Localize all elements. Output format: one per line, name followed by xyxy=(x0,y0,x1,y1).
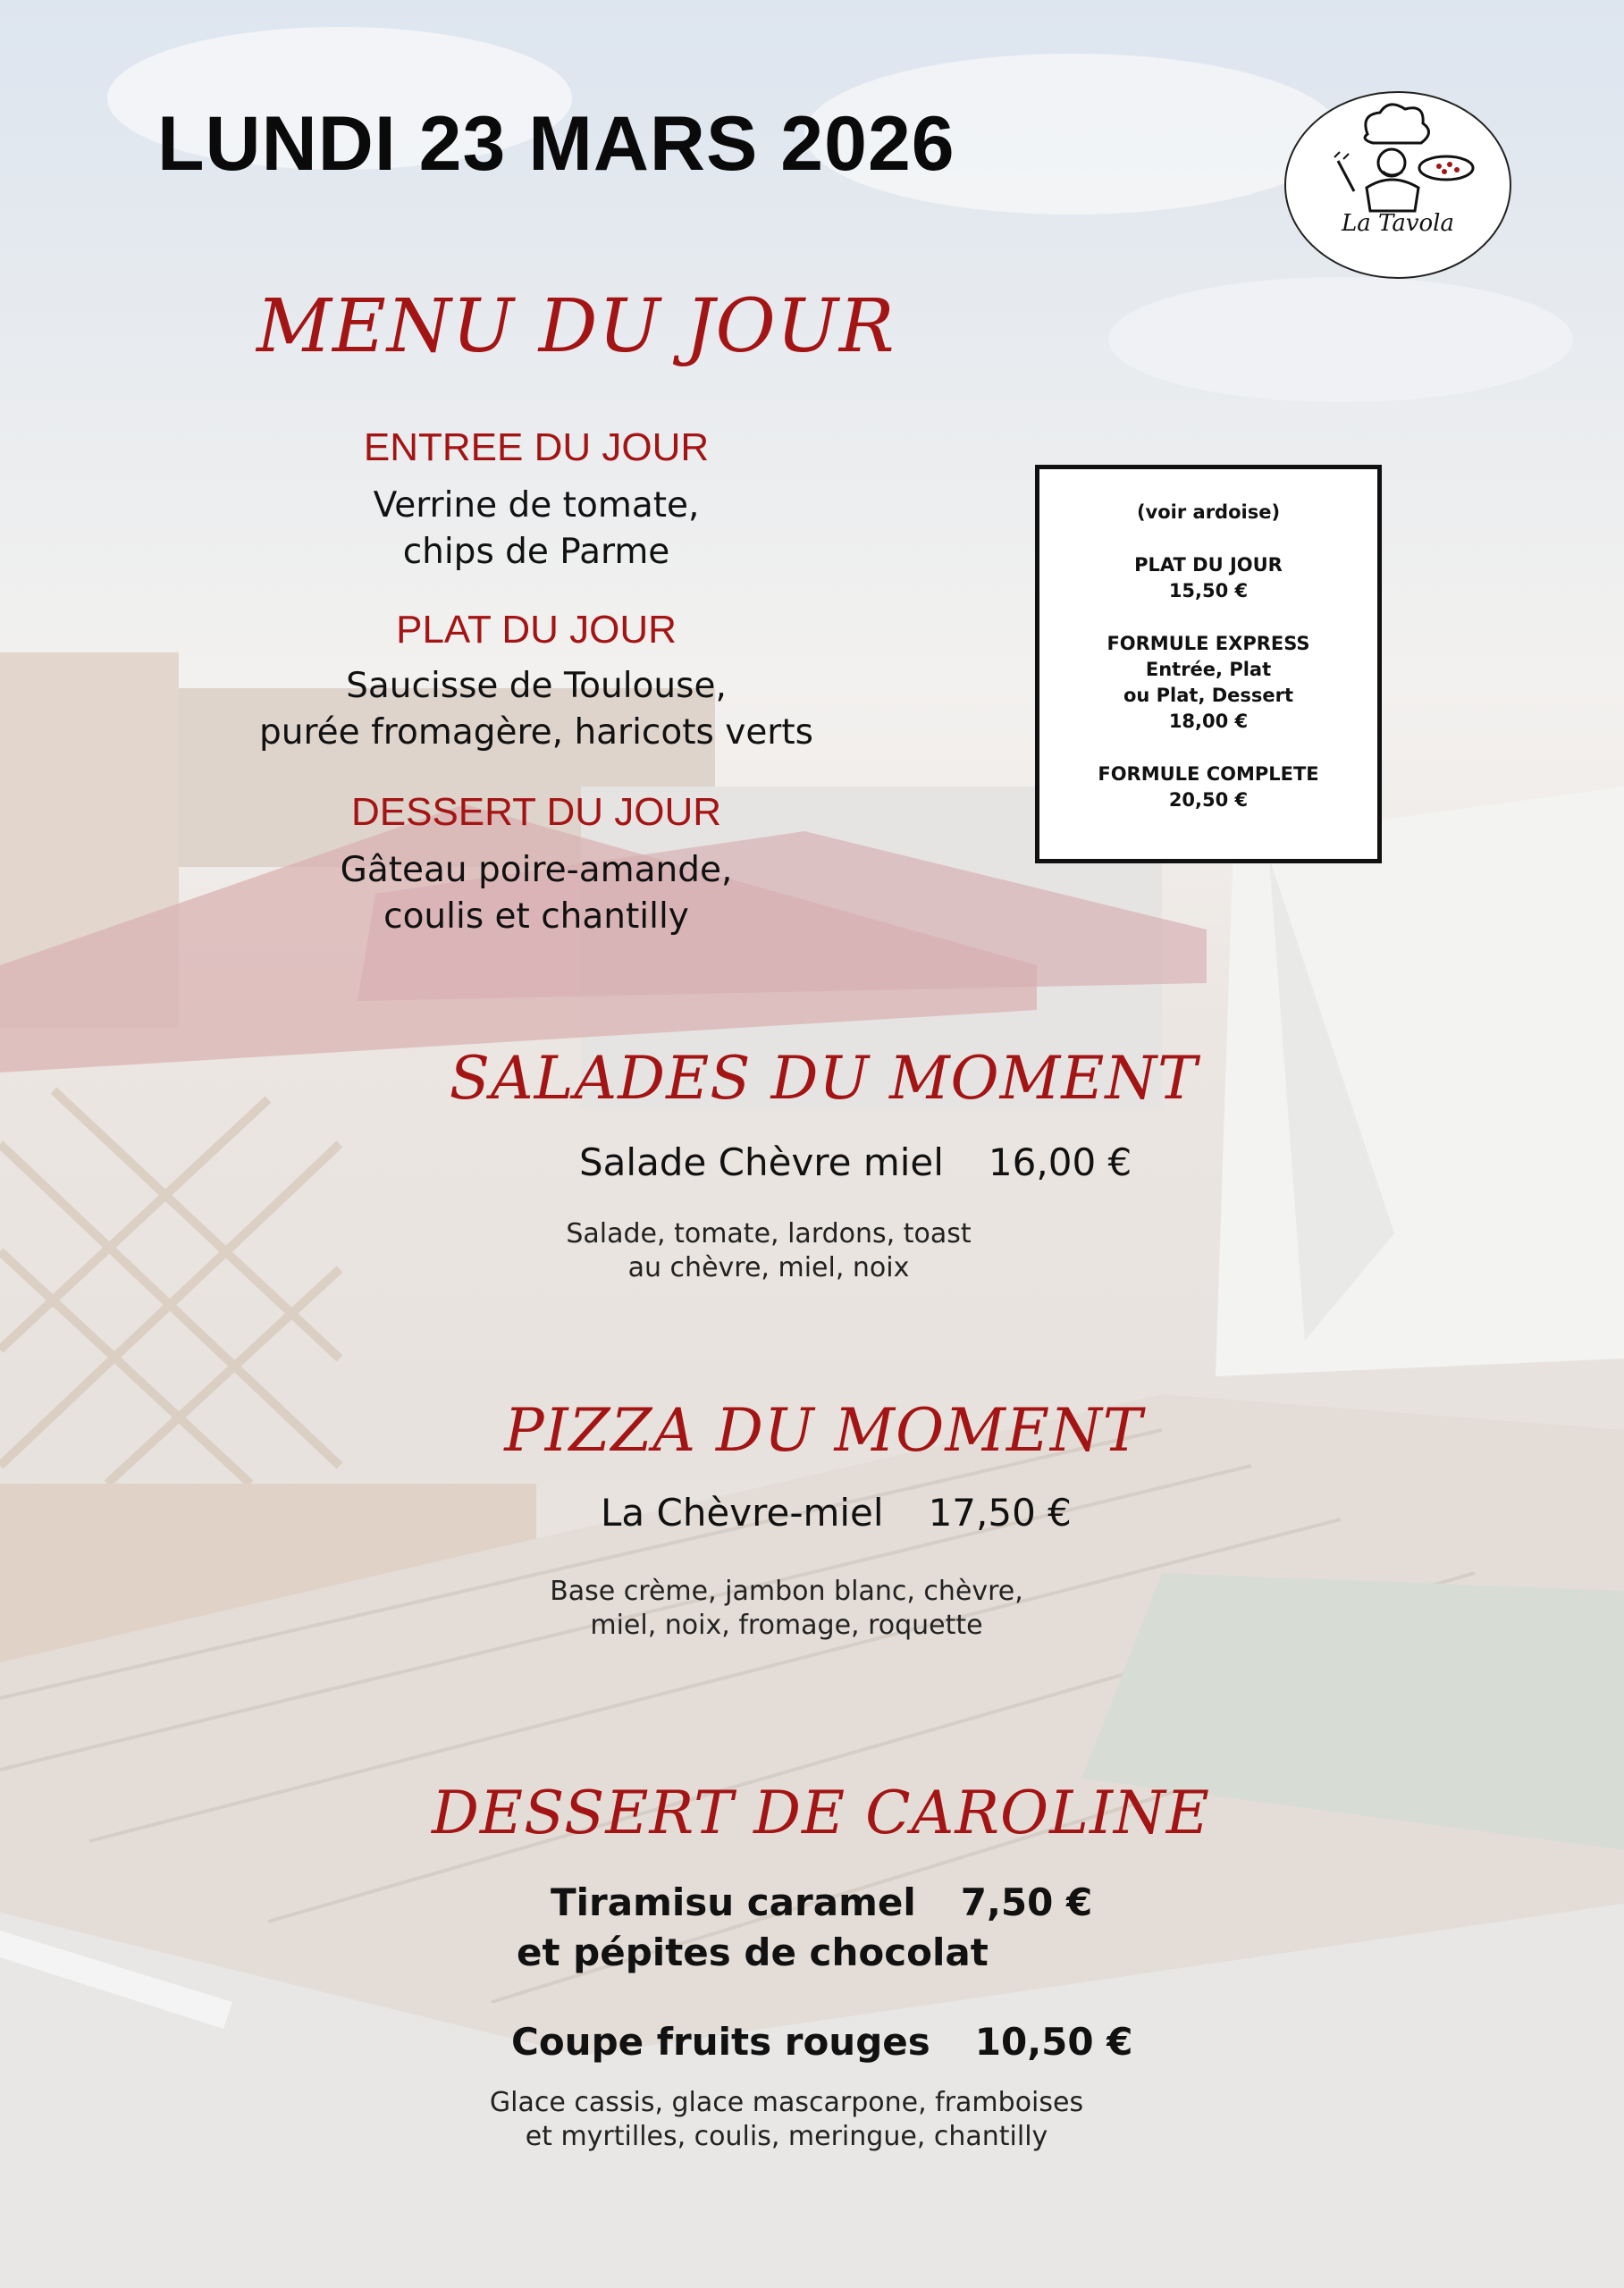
coupe-desc-line-1: Glace cassis, glace mascarpone, framboises xyxy=(489,2087,1084,2118)
coupe-name: Coupe fruits rouges xyxy=(511,2020,930,2064)
salade-name: Salade Chèvre miel xyxy=(579,1140,944,1184)
tiramisu-line-2: et pépites de chocolat xyxy=(517,1930,989,1974)
pizza-item xyxy=(601,1491,1072,1535)
formula-express-price: 18,00 € xyxy=(1168,711,1249,732)
formula-plat-label: PLAT DU JOUR xyxy=(1134,554,1283,576)
formula-express-label: FORMULE EXPRESS xyxy=(1107,633,1310,654)
tiramisu-item xyxy=(551,1880,1092,1924)
menu-du-jour-title: MENU DU JOUR xyxy=(257,284,896,369)
dessert-description xyxy=(0,847,1073,940)
salade-item xyxy=(579,1140,1132,1184)
coupe-description xyxy=(429,2086,1144,2154)
tiramisu-name: Tiramisu caramel xyxy=(551,1880,916,1924)
logo-text: La Tavola xyxy=(1341,210,1455,237)
formula-plat-price: 15,50 € xyxy=(1168,580,1249,601)
formula-complete-label: FORMULE COMPLETE xyxy=(1098,763,1319,785)
plat-description xyxy=(0,663,1073,756)
formula-complete-price: 20,50 € xyxy=(1168,789,1249,811)
plat-heading: PLAT DU JOUR xyxy=(396,608,677,652)
la-tavola-logo xyxy=(1283,89,1513,282)
formula-express-line-1: Entrée, Plat xyxy=(1145,659,1272,680)
page-date-title: LUNDI 23 MARS 2026 xyxy=(157,101,955,187)
entree-line-2: chips de Parme xyxy=(402,532,670,572)
formula-express-line-2: ou Plat, Dessert xyxy=(1123,685,1294,706)
dessert-line-2: coulis et chantilly xyxy=(383,896,689,937)
plat-line-2: purée fromagère, haricots verts xyxy=(259,712,813,753)
dessert-heading: DESSERT DU JOUR xyxy=(350,790,721,834)
coupe-desc-line-2: et myrtilles, coulis, meringue, chantilly xyxy=(525,2121,1048,2152)
chef-logo-icon xyxy=(1283,89,1513,282)
salade-desc-line-1: Salade, tomate, lardons, toast xyxy=(566,1218,972,1249)
pizza-description xyxy=(501,1575,1073,1643)
formula-price-box xyxy=(1035,465,1382,863)
formula-note: (voir ardoise) xyxy=(1136,501,1281,523)
entree-description xyxy=(0,483,1073,576)
dessert-caroline-title: DESSERT DE CAROLINE xyxy=(432,1779,1210,1847)
pizza-price: 17,50 € xyxy=(928,1491,1072,1535)
pizza-name: La Chèvre-miel xyxy=(601,1491,884,1535)
entree-line-1: Verrine de tomate, xyxy=(373,485,700,526)
tiramisu-price: 7,50 € xyxy=(960,1880,1093,1924)
dessert-line-1: Gâteau poire-amande, xyxy=(340,850,733,890)
pizza-desc-line-2: miel, noix, fromage, roquette xyxy=(590,1610,983,1641)
pizza-title: PIZZA DU MOMENT xyxy=(504,1396,1143,1465)
salades-title: SALADES DU MOMENT xyxy=(449,1044,1199,1113)
pizza-desc-line-1: Base crème, jambon blanc, chèvre, xyxy=(550,1576,1023,1607)
salade-description xyxy=(501,1217,1037,1285)
salade-desc-line-2: au chèvre, miel, noix xyxy=(627,1252,910,1283)
salade-price: 16,00 € xyxy=(988,1140,1132,1184)
plat-line-1: Saucisse de Toulouse, xyxy=(346,666,727,706)
coupe-item xyxy=(511,2020,1132,2064)
coupe-price: 10,50 € xyxy=(974,2020,1133,2064)
entree-heading: ENTREE DU JOUR xyxy=(363,425,710,469)
